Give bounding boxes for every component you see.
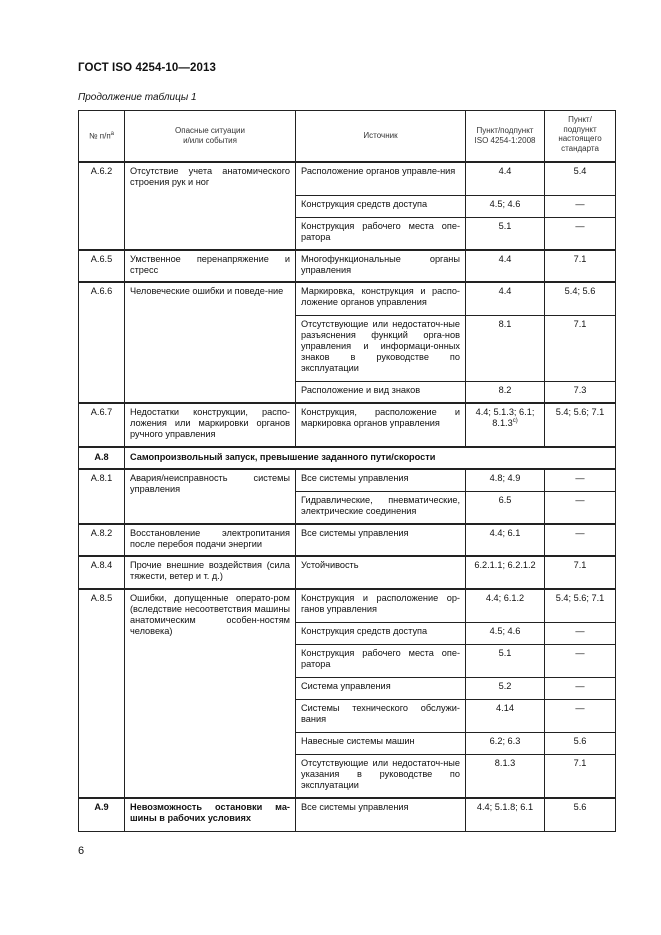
source-cell: Конструкция средств доступа	[296, 622, 466, 644]
source-cell: Все системы управления	[296, 524, 466, 556]
iso-cell: 6.5	[466, 491, 545, 524]
iso-cell: 4.4	[466, 162, 545, 195]
col-header-hazard: Опасные ситуации и/или события	[125, 111, 296, 163]
iso-cell: 4.5; 4.6	[466, 195, 545, 217]
footnote-mark: с)	[512, 418, 518, 425]
iso-cell: 5.1	[466, 644, 545, 677]
std-cell: 7.3	[545, 381, 616, 403]
row-number: A.8.2	[79, 524, 125, 556]
row-number: A.8.5	[79, 589, 125, 798]
source-cell: Гидравлические, пневматические, электрические соединения	[296, 491, 466, 524]
section-row	[79, 447, 616, 469]
std-cell: —	[545, 469, 616, 491]
iso-cell: 4.4	[466, 282, 545, 315]
std-cell: —	[545, 491, 616, 524]
row-number: A.6.6	[79, 282, 125, 403]
iso-cell: 5.2	[466, 677, 545, 699]
source-cell: Расположение и вид знаков	[296, 381, 466, 403]
std-cell: —	[545, 644, 616, 677]
table-continuation-label: Продолжение таблицы 1	[78, 92, 197, 103]
source-cell: Устойчивость	[296, 556, 466, 589]
std-cell: 5.6	[545, 732, 616, 754]
table-header-row	[79, 111, 616, 163]
std-cell: 7.1	[545, 315, 616, 381]
hazard-cell: Авария/неисправность системы управления	[125, 469, 296, 524]
std-cell: —	[545, 217, 616, 250]
table-row	[79, 162, 616, 195]
source-cell: Конструкция рабочего места опе-ратора	[296, 217, 466, 250]
col-header-source: Источник	[296, 111, 466, 163]
source-cell: Конструкция рабочего места опе-ратора	[296, 644, 466, 677]
iso-cell: 6.2.1.1; 6.2.1.2	[466, 556, 545, 589]
source-cell: Конструкция средств доступа	[296, 195, 466, 217]
row-number: A.6.2	[79, 162, 125, 250]
source-cell: Расположение органов управле-ния	[296, 162, 466, 195]
std-cell: 7.1	[545, 250, 616, 282]
row-number: A.9	[79, 798, 125, 831]
iso-cell: 4.4	[466, 250, 545, 282]
std-cell: —	[545, 524, 616, 556]
source-cell: Многофункциональные органы управления	[296, 250, 466, 282]
std-cell: 5.4; 5.6; 7.1	[545, 403, 616, 447]
hazard-cell: Недостатки конструкции, распо-ложения или маркировки органов ручного управления	[125, 403, 296, 447]
table-row	[79, 403, 616, 447]
row-number: A.8.4	[79, 556, 125, 589]
std-cell: —	[545, 699, 616, 732]
table-row	[79, 469, 616, 491]
source-cell: Все системы управления	[296, 798, 466, 831]
iso-cell: 4.4; 6.1.2	[466, 589, 545, 622]
std-cell: 5.4; 5.6	[545, 282, 616, 315]
table-row	[79, 250, 616, 282]
hazard-cell: Прочие внешние воздействия (сила тяжести, ветер и т. д.)	[125, 556, 296, 589]
row-number: A.8.1	[79, 469, 125, 524]
std-cell: 7.1	[545, 556, 616, 589]
col-header-num: № $п/п^а$	[79, 111, 125, 163]
table-row	[79, 589, 616, 622]
std-cell: 5.6	[545, 798, 616, 831]
iso-cell: 5.1	[466, 217, 545, 250]
iso-cell: 4.8; 4.9	[466, 469, 545, 491]
page-number: 6	[78, 845, 85, 857]
std-cell: —	[545, 677, 616, 699]
iso-cell: 4.5; 4.6	[466, 622, 545, 644]
hazard-cell: Ошибки, допущенные операто-ром (вследствие несоответствия машины анатомическим особен-ностям человека)	[125, 589, 296, 798]
std-cell: 5.4	[545, 162, 616, 195]
source-cell: Конструкция и расположение ор-ганов управления	[296, 589, 466, 622]
section-title: Самопроизвольный запуск, превышение заданного пути/скорости	[125, 447, 616, 469]
std-cell: —	[545, 195, 616, 217]
iso-cell: 8.2	[466, 381, 545, 403]
source-cell: Все системы управления	[296, 469, 466, 491]
source-cell: Системы технического обслужи-вания	[296, 699, 466, 732]
iso-cell: 4.4; 5.1.8; 6.1	[466, 798, 545, 831]
hazard-cell: Отсутствие учета анатомического строения рук и ног	[125, 162, 296, 250]
table-row	[79, 524, 616, 556]
source-cell: Конструкция, расположение и маркировка органов управления	[296, 403, 466, 447]
table-row	[79, 282, 616, 315]
footnote-mark: а	[110, 130, 115, 137]
source-cell: Навесные системы машин	[296, 732, 466, 754]
source-cell: Отсутствующие или недостаточ-ные указания в руководстве по эксплуатации	[296, 754, 466, 798]
col-header-iso: Пункт/подпункт ISO 4254-1:2008	[466, 111, 545, 163]
source-cell: Маркировка, конструкция и распо-ложение органов управления	[296, 282, 466, 315]
row-number: A.6.5	[79, 250, 125, 282]
hazard-cell: Восстановление электропитания после перебоя подачи энергии	[125, 524, 296, 556]
hazard-cell: Умственное перенапряжение и стресс	[125, 250, 296, 282]
std-cell: —	[545, 622, 616, 644]
table-row	[79, 798, 616, 831]
iso-cell: 8.1.3	[466, 754, 545, 798]
table-row	[79, 556, 616, 589]
hazard-cell: Невозможность остановки ма-шины в рабочих условиях	[125, 798, 296, 831]
iso-cell: 4.14	[466, 699, 545, 732]
document-title: ГОСТ ISO 4254-10—2013	[78, 62, 216, 74]
iso-cell: 8.1	[466, 315, 545, 381]
hazards-table	[78, 110, 616, 832]
iso-cell: 4.4; 6.1	[466, 524, 545, 556]
col-header-standard: Пункт/ подпункт настоящего стандарта	[545, 111, 616, 163]
row-number: A.6.7	[79, 403, 125, 447]
std-cell: 5.4; 5.6; 7.1	[545, 589, 616, 622]
section-number: A.8	[79, 447, 125, 469]
std-cell: 7.1	[545, 754, 616, 798]
hazard-cell: Человеческие ошибки и поведе-ние	[125, 282, 296, 403]
source-cell: Система управления	[296, 677, 466, 699]
iso-cell: 6.2; 6.3	[466, 732, 545, 754]
source-cell: Отсутствующие или недостаточ-ные разъяснения функций орга-нов управления и информаци-онных знаков в руководстве по эксплуатации	[296, 315, 466, 381]
iso-cell: 4.4; 5.1.3; 6.1; $8.1.3^{с)}$	[466, 403, 545, 447]
